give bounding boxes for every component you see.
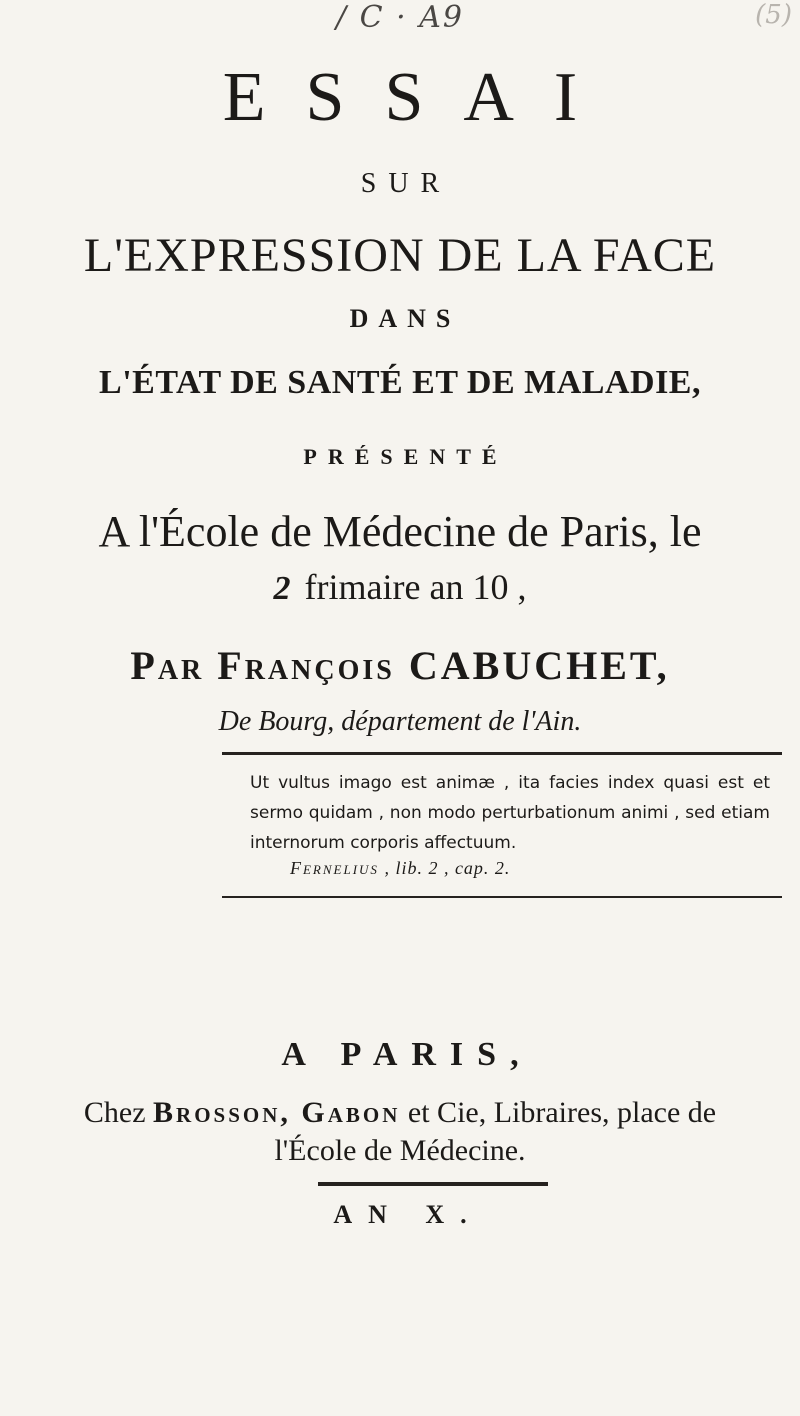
title-condition: L'ÉTAT DE SANTÉ ET DE MALADIE,	[99, 364, 701, 401]
author-line	[0, 642, 800, 689]
handwritten-day: 2	[273, 570, 291, 607]
title-essai: ESSAI	[222, 59, 618, 136]
epigraph-bottom-rule	[222, 896, 782, 898]
publisher-prefix: Chez	[83, 1096, 146, 1129]
imprint-year: AN X.	[333, 1200, 483, 1229]
manuscript-page-number: (5)	[755, 0, 792, 30]
imprint-rule	[318, 1182, 548, 1186]
author-origin: De Bourg, département de l'Ain.	[218, 706, 582, 737]
presented-date	[0, 566, 800, 608]
author-prefix: Par François	[130, 643, 395, 688]
epigraph	[250, 768, 770, 858]
title-dans: DANS	[349, 304, 461, 333]
manuscript-shelfmark: / C · A9	[336, 0, 464, 35]
publisher-names: Brosson, Gabon	[153, 1096, 401, 1129]
presented-label: PRÉSENTÉ	[303, 444, 508, 469]
citation-author: Fernelius	[290, 858, 379, 878]
title-subject: L'EXPRESSION DE LA FACE	[83, 229, 717, 282]
date-text: frimaire an 10 ,	[304, 567, 527, 607]
author-surname: CABUCHET,	[408, 643, 670, 688]
epigraph-citation	[290, 858, 510, 879]
epigraph-top-rule	[222, 752, 782, 755]
imprint-address: l'École de Médecine.	[274, 1134, 526, 1167]
title-sur: SUR	[360, 168, 452, 199]
publisher-rest: et Cie, Libraires, place de	[407, 1096, 717, 1129]
citation-reference: , lib. 2 , cap. 2.	[384, 858, 511, 878]
presented-school: A l'École de Médecine de Paris, le	[98, 507, 702, 556]
imprint-place: A PARIS,	[281, 1036, 533, 1073]
epigraph-text: Ut vultus imago est animæ , ita facies index quasi est et sermo quidam , non modo perturbationum animi , sed etiam internorum corporis affectuum.	[250, 773, 770, 853]
imprint-publisher	[0, 1096, 800, 1130]
